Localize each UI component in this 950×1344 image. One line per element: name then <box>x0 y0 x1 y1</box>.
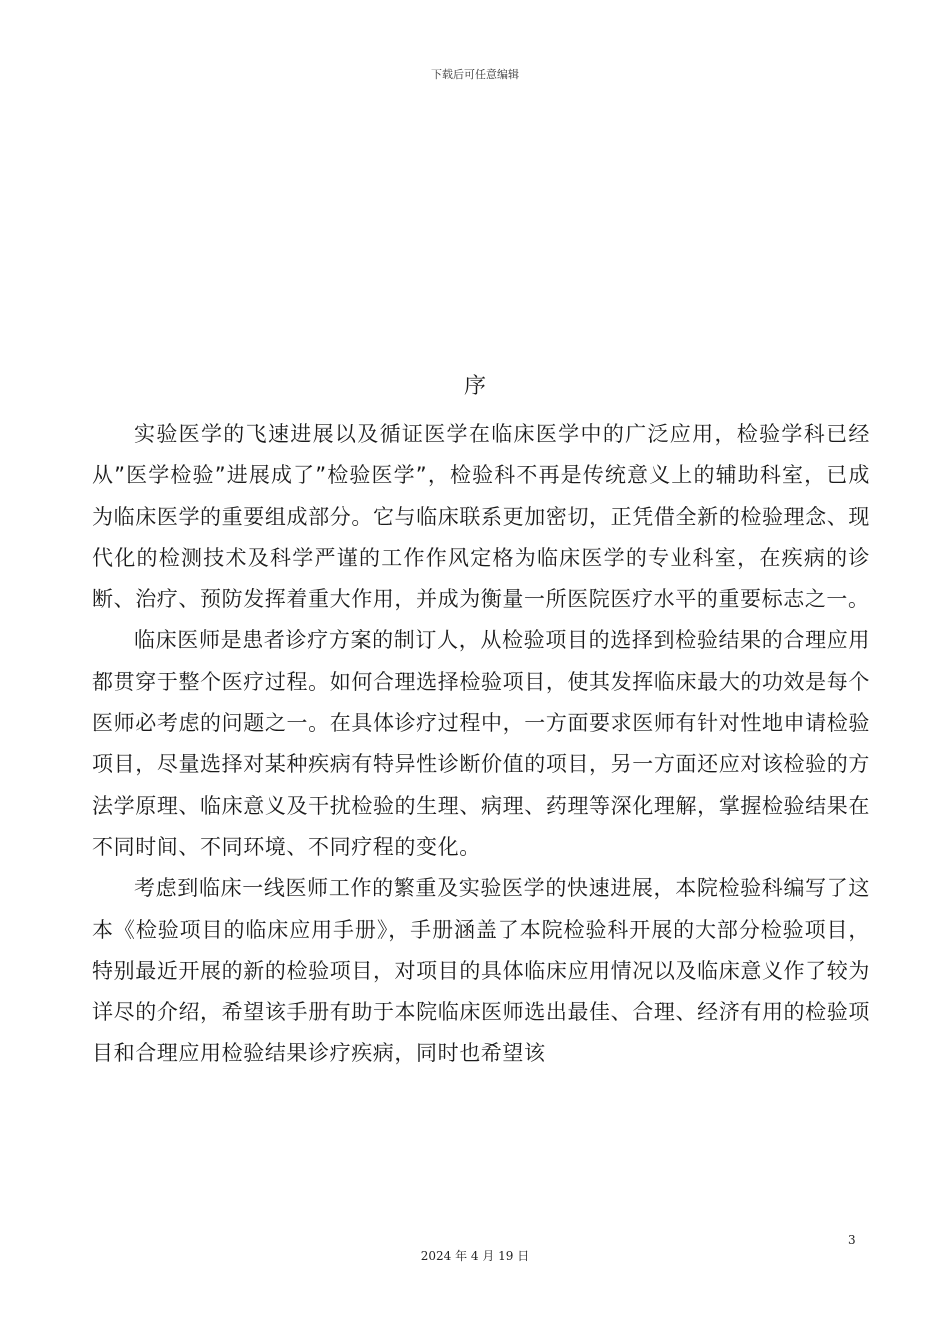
paragraph-2: 临床医师是患者诊疗方案的制订人，从检验项目的选择到检验结果的合理应用都贯穿于整个医疗过程。如何合理选择检验项目，使其发挥临床最大的功效是每个医师必考虑的问题之一。在具体诊疗过程中，一方面要求医师有针对性地申请检验项目，尽量选择对某种疾病有特异性诊断价值的项目，另一方面还应对该检验的方法学原理、临床意义及干扰检验的生理、病理、药理等深化理解，掌握检验结果在不同时间、不同环境、不同疗程的变化。 <box>92 628 870 859</box>
body-text <box>92 414 870 1075</box>
footer-date: 2024 年 4 月 19 日 <box>420 1249 530 1263</box>
section-title: 序 <box>463 374 486 399</box>
paragraph-3: 考虑到临床一线医师工作的繁重及实验医学的快速进展，本院检验科编写了这本《检验项目的临床应用手册》，手册涵盖了本院检验科开展的大部分检验项目，特别最近开展的新的检验项目，对项目的具体临床应用情况以及临床意义作了较为详尽的介绍，希望该手册有助于本院临床医师选出最佳、合理、经济有用的检验项目和合理应用检验结果诊疗疾病，同时也希望该 <box>92 876 870 1066</box>
paragraph-1: 实验医学的飞速进展以及循证医学在临床医学中的广泛应用，检验学科已经从”医学检验”进展成了”检验医学”，检验科不再是传统意义上的辅助科室，已成为临床医学的重要组成部分。它与临床联系更加密切，正凭借全新的检验理念、现代化的检测技术及科学严谨的工作作风定格为临床医学的专业科室，在疾病的诊断、治疗、预防发挥着重大作用，并成为衡量一所医院医疗水平的重要标志之一。 <box>92 422 870 612</box>
page-number: 3 <box>848 1233 856 1247</box>
header-note: 下载后可任意编辑 <box>431 68 519 81</box>
